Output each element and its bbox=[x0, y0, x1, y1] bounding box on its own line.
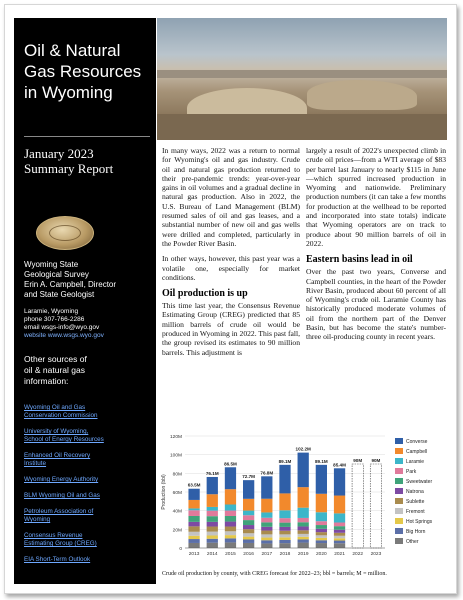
bar-segment bbox=[316, 543, 327, 548]
paragraph: Over the past two years, Converse and Campbell counties, in the heart of the Powder River Basin, produced about 60 percent of all of Wyoming's crude oil. Laramie County has historically produced moderate volumes of oil from the northern part of the Denver Basin, but has become the state's number-three oil-producing county in recent years. bbox=[306, 267, 446, 342]
bar-segment bbox=[334, 533, 345, 536]
bar-segment bbox=[279, 540, 290, 543]
org-line: Wyoming State bbox=[24, 260, 79, 269]
bar-segment bbox=[188, 532, 199, 536]
contact-website-link[interactable]: website www.wsgs.wyo.gov bbox=[24, 332, 104, 339]
bar-total-label: 102.2M bbox=[295, 446, 311, 452]
paragraph: largely a result of 2022's unexpected climb in crude oil prices—from a WTI average of $83 per barrel last January to nearly $115 in June—which spurred increased production in Wyoming and nationwide. Preliminary production numbers (it can take a few months for production at the wellhead to be reported and incorporated into state totals) indicate that Wyoming operators are on track to produce about 90 million barrels of oil in 2022. bbox=[306, 146, 446, 248]
link-text: School of Energy Resources bbox=[24, 436, 104, 443]
link-text: Enhanced Oil Recovery bbox=[24, 452, 91, 459]
bar-segment bbox=[279, 531, 290, 535]
legend-label: Fremont bbox=[406, 509, 425, 515]
bar-segment bbox=[298, 487, 309, 508]
bar-segment bbox=[298, 530, 309, 534]
legend-label: Park bbox=[406, 469, 417, 475]
bar-segment bbox=[334, 468, 345, 495]
bar-segment bbox=[261, 522, 272, 526]
bar-segment bbox=[334, 536, 345, 539]
x-tick-label: 2019 bbox=[297, 552, 309, 557]
bar-segment bbox=[188, 539, 199, 543]
bar-segment bbox=[243, 520, 254, 525]
document-title bbox=[24, 40, 154, 103]
photo-rock bbox=[307, 80, 417, 110]
contact-email: email wsgs-info@wyo.gov bbox=[24, 324, 100, 331]
link-wea[interactable] bbox=[24, 476, 156, 484]
bar-segment bbox=[225, 505, 236, 511]
paragraph: In many ways, 2022 was a return to normal for Wyoming's oil and gas industry. Crude oil and natural gas production returned to their pre-pandemic trends: year-over-year gains in oil volumes and a gradual decline in natural gas production. Also in 2022, the U.S. Bureau of Land Management (BLM) resumed sales of oil and gas leases, and a substantial number of new oil and gas wells were drilled and completed, particularly in the Powder River Basin. bbox=[162, 146, 300, 248]
y-axis-label: Production (bbl) bbox=[161, 474, 167, 510]
link-text: Wyoming Energy Authority bbox=[24, 476, 99, 483]
sources-heading-line: Other sources of bbox=[24, 354, 87, 364]
legend-swatch bbox=[395, 498, 403, 504]
bar-segment bbox=[261, 534, 272, 537]
source-links bbox=[24, 404, 156, 572]
bar-segment bbox=[261, 538, 272, 541]
bar-segment bbox=[243, 537, 254, 540]
link-wogcc[interactable] bbox=[24, 404, 156, 420]
bar-segment bbox=[334, 541, 345, 544]
bar-segment bbox=[188, 489, 199, 500]
bar-segment bbox=[207, 507, 218, 511]
bar-segment bbox=[243, 533, 254, 536]
bar-segment bbox=[225, 511, 236, 516]
y-tick-label: 20M bbox=[172, 528, 182, 534]
forecast-bar bbox=[352, 464, 363, 548]
bar-segment bbox=[188, 516, 199, 522]
link-text: Petroleum Association of bbox=[24, 508, 94, 515]
legend-swatch bbox=[395, 508, 403, 514]
title-divider bbox=[24, 136, 150, 137]
x-tick-label: 2013 bbox=[188, 552, 200, 557]
contact-phone: phone 307-766-2286 bbox=[24, 316, 85, 323]
legend-label: Big Horn bbox=[406, 529, 426, 535]
bar-segment bbox=[261, 531, 272, 535]
link-text: Wyoming bbox=[24, 516, 51, 523]
sources-heading-line: oil & natural gas bbox=[24, 365, 85, 375]
bar-segment bbox=[279, 510, 290, 518]
x-tick-label: 2014 bbox=[206, 552, 218, 557]
org-line: Geological Survey bbox=[24, 270, 89, 279]
bar-segment bbox=[316, 512, 327, 521]
bar-segment bbox=[188, 508, 199, 510]
bar-segment bbox=[334, 523, 345, 527]
bar-segment bbox=[298, 453, 309, 488]
y-tick-label: 100M bbox=[170, 453, 182, 459]
bar-segment bbox=[207, 522, 218, 527]
bar-segment bbox=[207, 477, 218, 494]
bar-segment bbox=[243, 499, 254, 511]
y-tick-label: 0 bbox=[179, 547, 182, 552]
title-line: Gas Resources bbox=[24, 62, 142, 81]
legend-label: Laramie bbox=[406, 459, 425, 465]
link-eori[interactable] bbox=[24, 452, 156, 468]
bar-segment bbox=[207, 535, 218, 538]
link-text: Estimating Group (CREG) bbox=[24, 540, 97, 547]
legend-label: Sublette bbox=[406, 499, 425, 505]
organization-block bbox=[24, 260, 156, 300]
bar-segment bbox=[225, 535, 236, 538]
bar-segment bbox=[261, 540, 272, 543]
y-tick-label: 40M bbox=[172, 509, 182, 515]
contact-block bbox=[24, 308, 156, 340]
bar-total-label: 90M bbox=[353, 458, 363, 463]
link-text: Wyoming Oil and Gas bbox=[24, 404, 86, 411]
x-tick-label: 2022 bbox=[352, 552, 364, 557]
bar-total-label: 76.1M bbox=[205, 470, 219, 476]
y-tick-label: 60M bbox=[172, 491, 182, 496]
legend-swatch bbox=[395, 438, 403, 444]
link-text: BLM Wyoming Oil and Gas bbox=[24, 492, 100, 499]
bar-total-label: 86.5M bbox=[224, 461, 237, 467]
bar-segment bbox=[225, 516, 236, 522]
bar-segment bbox=[279, 518, 290, 522]
contact-location: Laramie, Wyoming bbox=[24, 308, 79, 315]
bar-segment bbox=[298, 537, 309, 540]
org-line: and State Geologist bbox=[24, 290, 95, 299]
bar-segment bbox=[298, 534, 309, 537]
bar-segment bbox=[207, 527, 218, 532]
legend-swatch bbox=[395, 478, 403, 484]
bar-segment bbox=[207, 494, 218, 507]
x-tick-label: 2018 bbox=[279, 552, 291, 557]
legend-swatch bbox=[395, 538, 403, 544]
paragraph: In other ways, however, this past year was a volatile one, especially for market conditions. bbox=[162, 254, 300, 282]
bar-segment bbox=[279, 493, 290, 510]
legend-swatch bbox=[395, 488, 403, 494]
bar-segment bbox=[207, 511, 218, 517]
bar-segment bbox=[298, 539, 309, 542]
seal-emblem bbox=[49, 225, 81, 241]
section-heading: Eastern basins lead in oil bbox=[306, 254, 413, 266]
text-column-left bbox=[162, 146, 300, 363]
x-tick-label: 2021 bbox=[334, 552, 345, 557]
bar-segment bbox=[243, 529, 254, 533]
bar-segment bbox=[243, 480, 254, 499]
bar-segment bbox=[243, 543, 254, 548]
bar-segment bbox=[334, 530, 345, 533]
bar-segment bbox=[279, 534, 290, 537]
bar-segment bbox=[207, 532, 218, 536]
x-tick-label: 2016 bbox=[243, 552, 254, 557]
sidebar bbox=[14, 18, 156, 584]
x-tick-label: 2023 bbox=[370, 552, 382, 557]
bar-segment bbox=[279, 543, 290, 548]
bar-segment bbox=[225, 467, 236, 489]
bar-segment bbox=[243, 515, 254, 520]
legend-label: Campbell bbox=[406, 449, 428, 455]
bar-segment bbox=[188, 543, 199, 548]
chart-svg bbox=[157, 428, 447, 568]
bar-segment bbox=[207, 516, 218, 522]
bar-segment bbox=[316, 538, 327, 540]
bar-segment bbox=[334, 538, 345, 540]
legend-label: Natrona bbox=[406, 489, 424, 495]
bar-total-label: 72.7M bbox=[242, 474, 256, 480]
bar-segment bbox=[316, 529, 327, 532]
bar-segment bbox=[207, 539, 218, 543]
bar-segment bbox=[316, 521, 327, 525]
bar-segment bbox=[279, 465, 290, 494]
bar-segment bbox=[316, 540, 327, 543]
bar-segment bbox=[225, 527, 236, 532]
y-tick-label: 120M bbox=[170, 435, 182, 440]
link-text: Conservation Commission bbox=[24, 412, 98, 419]
bar-segment bbox=[316, 535, 327, 538]
production-chart bbox=[157, 428, 447, 568]
bar-segment bbox=[279, 527, 290, 531]
bar-segment bbox=[334, 513, 345, 522]
landscape-photo bbox=[157, 18, 447, 140]
section-heading: Oil production is up bbox=[162, 288, 248, 300]
link-text: University of Wyoming, bbox=[24, 428, 89, 435]
bar-segment bbox=[334, 543, 345, 548]
x-tick-label: 2015 bbox=[225, 552, 236, 557]
link-text: Consensus Revenue bbox=[24, 532, 83, 539]
bar-segment bbox=[188, 522, 199, 526]
bar-segment bbox=[225, 538, 236, 542]
legend-swatch bbox=[395, 458, 403, 464]
bar-total-label: 63.5M bbox=[187, 482, 201, 488]
bar-segment bbox=[243, 525, 254, 529]
report-date-line: January 2023 bbox=[24, 146, 94, 161]
y-tick-label: 80M bbox=[172, 472, 182, 478]
wsgs-seal-logo bbox=[36, 216, 94, 250]
bar-segment bbox=[261, 476, 272, 498]
photo-ground bbox=[157, 114, 447, 140]
title-line: in Wyoming bbox=[24, 83, 113, 102]
sources-heading bbox=[24, 354, 156, 387]
bar-total-label: 76.8M bbox=[260, 470, 274, 476]
bar-segment bbox=[225, 522, 236, 527]
bar-segment bbox=[188, 500, 199, 508]
bar-segment bbox=[225, 489, 236, 504]
bar-segment bbox=[188, 536, 199, 539]
x-tick-label: 2020 bbox=[316, 552, 327, 557]
link-text: Institute bbox=[24, 460, 47, 467]
bar-segment bbox=[298, 508, 309, 518]
bar-segment bbox=[243, 540, 254, 543]
link-uw-ser[interactable] bbox=[24, 428, 156, 444]
bar-segment bbox=[316, 465, 327, 494]
legend-swatch bbox=[395, 448, 403, 454]
bar-segment bbox=[298, 518, 309, 522]
forecast-bar bbox=[370, 464, 381, 548]
bar-segment bbox=[225, 531, 236, 535]
bar-total-label: 89.1M bbox=[278, 458, 292, 464]
bar-segment bbox=[279, 523, 290, 527]
bar-segment bbox=[243, 511, 254, 516]
bar-segment bbox=[261, 499, 272, 513]
report-type-line: Summary Report bbox=[24, 161, 114, 176]
bar-segment bbox=[261, 512, 272, 517]
link-paw[interactable] bbox=[24, 508, 156, 524]
photo-ridge bbox=[157, 70, 447, 78]
paragraph: This time last year, the Consensus Revenue Estimating Group (CREG) predicted that 85 million barrels of crude oil would be produced in Wyoming in 2022. This past fall, the group revised its estimates to 90 million barrels. This adjustment is bbox=[162, 301, 300, 357]
chart-caption: Crude oil production by county, with CREG forecast for 2022–23; bbl = barrels; M = million. bbox=[162, 571, 387, 577]
bar-segment bbox=[188, 526, 199, 531]
legend-label: Hot Springs bbox=[406, 519, 433, 525]
link-blm[interactable] bbox=[24, 492, 156, 500]
link-text: EIA Short-Term Outlook bbox=[24, 556, 91, 563]
legend-label: Sweetwater bbox=[406, 479, 433, 485]
bar-segment bbox=[334, 526, 345, 530]
sources-heading-line: information: bbox=[24, 376, 69, 386]
text-column-right bbox=[306, 146, 446, 348]
bar-segment bbox=[298, 526, 309, 530]
bar-segment bbox=[261, 518, 272, 523]
bar-segment bbox=[279, 537, 290, 540]
bar-total-label: 85.4M bbox=[333, 462, 346, 468]
report-date bbox=[24, 146, 154, 176]
legend-swatch bbox=[395, 528, 403, 534]
bar-segment bbox=[298, 522, 309, 526]
bar-total-label: 89.1M bbox=[314, 458, 328, 464]
bar-segment bbox=[207, 543, 218, 548]
bar-segment bbox=[298, 543, 309, 548]
bar-segment bbox=[334, 496, 345, 514]
bar-segment bbox=[261, 543, 272, 548]
bar-segment bbox=[316, 525, 327, 529]
legend-swatch bbox=[395, 518, 403, 524]
bar-segment bbox=[316, 494, 327, 512]
link-eia[interactable] bbox=[24, 556, 156, 564]
legend-swatch bbox=[395, 468, 403, 474]
bar-total-label: 90M bbox=[371, 458, 381, 463]
bar-segment bbox=[188, 510, 199, 516]
x-tick-label: 2017 bbox=[261, 552, 273, 557]
bar-segment bbox=[261, 527, 272, 531]
bar-segment bbox=[316, 532, 327, 535]
link-creg[interactable] bbox=[24, 532, 156, 548]
title-line: Oil & Natural bbox=[24, 41, 121, 60]
org-line: Erin A. Campbell, Director bbox=[24, 280, 117, 289]
legend-label: Converse bbox=[406, 439, 428, 445]
bar-segment bbox=[225, 542, 236, 548]
legend-label: Other bbox=[406, 539, 419, 545]
